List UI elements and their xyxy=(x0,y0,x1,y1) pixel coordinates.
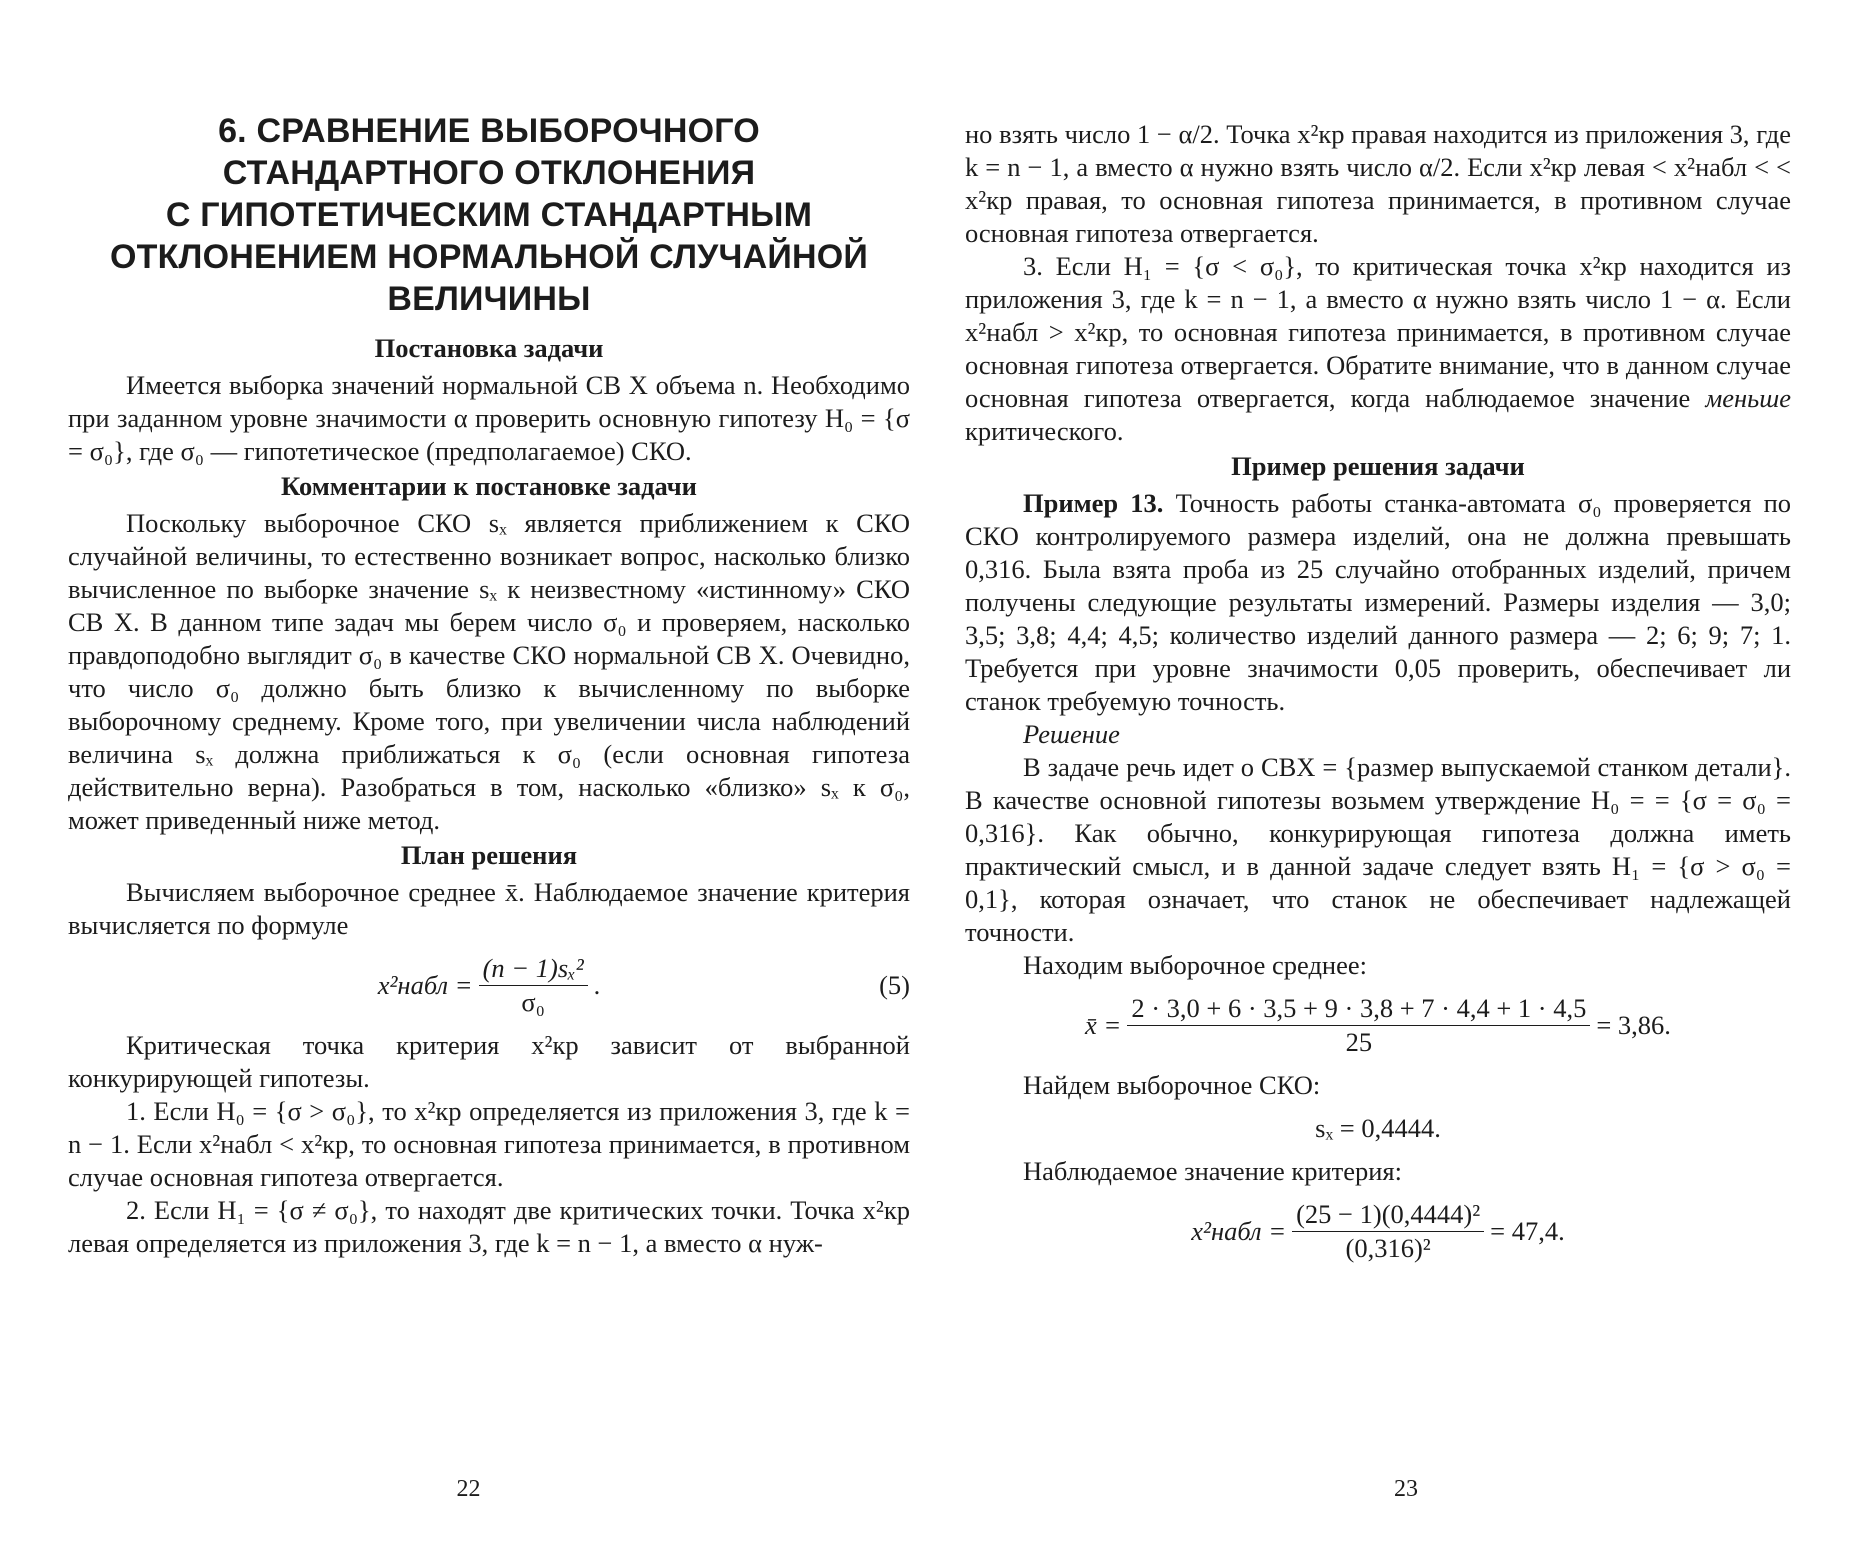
section-heading: Пример решения задачи xyxy=(1231,451,1525,481)
paragraph: но взять число 1 − α/2. Точка x²кр правая находится из приложения 3, где k = n − 1, а вместо α нужно взять число α/2. Если x²кр левая < x²набл < < x²кр правая, то основная гипотеза принимается, в противном случае основная гипотеза отвергается. xyxy=(965,119,1791,248)
paragraph: Поскольку выборочное СКО sₓ является приближением к СКО случайной величины, то естественно возникает вопрос, насколько близко вычисленное по выборке значение sₓ к неизвестному «истинному» СКО СВ X. В данном типе задач мы берем число σ₀ и проверяем, насколько правдоподобно выглядит σ₀ в качестве СКО нормальной СВ X. Очевидно, что число σ₀ должно быть близко к вычисленному по выборке выборочному среднему. Кроме того, при увеличении числа наблюдений величина sₓ должна приближаться к σ₀ (если основная гипотеза действительно верна). Разобраться в том, насколько «близко» sₓ к σ₀, может приведенный ниже метод. xyxy=(68,508,910,835)
page-number: 23 xyxy=(1394,1476,1418,1502)
example-paragraph xyxy=(965,487,1791,718)
equation-number: (5) xyxy=(879,970,910,1000)
paragraph: Находим выборочное среднее: xyxy=(1023,950,1367,980)
paragraph-text: 3. Если H₁ = {σ < σ₀}, то критическая точка x²кр находится из приложения 3, где k = n − 1, а вместо α нужно взять число 1 − α. Если x²набл > x²кр, то основная гипотеза принимается, в противном случае основная гипотеза отвергается. Обратите внимание, что в данном случае основная гипотеза отвергается, когда наблюдаемое значение xyxy=(965,251,1791,413)
formula-fraction xyxy=(1127,992,1590,1059)
paragraph: Наблюдаемое значение критерия: xyxy=(1023,1156,1402,1186)
formula-fraction xyxy=(479,952,588,1019)
paragraph: 2. Если H₁ = {σ ≠ σ₀}, то находят две критических точки. Точка x²кр левая определяется из приложения 3, где k = n − 1, а вместо α нуж- xyxy=(68,1195,910,1258)
formula-5 xyxy=(68,952,910,1019)
chapter-title-line: 6. СРАВНЕНИЕ ВЫБОРОЧНОГО xyxy=(218,112,760,150)
paragraph: В задаче речь идет о СВX = {размер выпускаемой станком детали}. В качестве основной гипотезы возьмем утверждение H₀ = = {σ = σ₀ = 0,316}. Как обычно, конкурирующая гипотеза должна иметь практический смысл, и в данной задаче следует взять H₁ = {σ > σ₀ = 0,1}, которая означает, что станок не обеспечивает надлежащей точности. xyxy=(965,752,1791,947)
formula-lhs: x̄ = xyxy=(1085,1010,1122,1040)
formula-criterion xyxy=(965,1198,1791,1265)
right-column xyxy=(965,118,1791,1275)
chapter-title xyxy=(68,110,910,320)
emphasis: меньше xyxy=(1705,383,1791,413)
formula-denominator: σ₀ xyxy=(521,987,545,1017)
formula-sx xyxy=(965,1112,1791,1145)
paragraph: Критическая точка критерия x²кр зависит от выбранной конкурирующей гипотезы. xyxy=(68,1030,910,1093)
section-heading: Комментарии к постановке задачи xyxy=(281,471,697,501)
paragraph: Имеется выборка значений нормальной СВ X объема n. Необходимо при заданном уровне значимости α проверить основную гипотезу H₀ = {σ = σ₀}, где σ₀ — гипотетическое (предполагаемое) СКО. xyxy=(68,370,910,466)
formula-lhs: x²набл = xyxy=(1191,1216,1287,1246)
paragraph: 1. Если H₀ = {σ > σ₀}, то x²кр определяется из приложения 3, где k = n − 1. Если x²набл < x²кр, то основная гипотеза принимается, в противном случае основная гипотеза отвергается. xyxy=(68,1096,910,1192)
page-number: 22 xyxy=(456,1476,481,1502)
section-heading: План решения xyxy=(400,840,578,870)
formula-denominator: (0,316)² xyxy=(1345,1233,1431,1263)
formula-numerator: (n − 1)sₓ² xyxy=(479,952,588,986)
formula-rhs: = 3,86. xyxy=(1596,1010,1671,1040)
paragraph: Вычисляем выборочное среднее x̄. Наблюдаемое значение критерия вычисляется по формуле xyxy=(68,877,910,940)
formula-mean xyxy=(965,992,1791,1059)
chapter-title-line: ОТКЛОНЕНИЕМ НОРМАЛЬНОЙ СЛУЧАЙНОЙ xyxy=(109,238,869,276)
paragraph-text: критического. xyxy=(965,416,1124,446)
formula-numerator: 2 · 3,0 + 6 · 3,5 + 9 · 3,8 + 7 · 4,4 + 1 · 4,5 xyxy=(1127,992,1590,1026)
formula-dot: . xyxy=(593,970,601,1000)
right-page xyxy=(937,0,1875,1547)
formula-lhs: x²набл = xyxy=(377,970,473,1000)
paragraph: Найдем выборочное СКО: xyxy=(1023,1070,1321,1100)
formula-rhs: = 47,4. xyxy=(1490,1216,1565,1246)
example-text: Точность работы станка-автомата σ₀ проверяется по СКО контролируемого размера изделий, она не должна превышать 0,316. Была взята проба из 25 случайно отобранных изделий, причем получены следующие результаты измерений. Размеры изделия — 3,0; 3,5; 3,8; 4,4; 4,5; количество изделий данного размера — 2; 6; 9; 7; 1. Требуется при уровне значимости 0,05 проверить, обеспечивает ли станок требуемую точность. xyxy=(965,488,1792,716)
section-heading: Постановка задачи xyxy=(374,333,604,363)
formula-denominator: 25 xyxy=(1345,1027,1373,1057)
chapter-title-line: ВЕЛИЧИНЫ xyxy=(387,280,591,318)
paragraph xyxy=(965,250,1791,448)
solution-label: Решение xyxy=(1023,719,1120,749)
chapter-title-line: С ГИПОТЕТИЧЕСКИМ СТАНДАРТНЫМ xyxy=(165,196,813,234)
left-page xyxy=(0,0,937,1547)
chapter-title-line: СТАНДАРТНОГО ОТКЛОНЕНИЯ xyxy=(222,154,756,192)
formula-expression: sₓ = 0,4444. xyxy=(1315,1113,1441,1143)
formula-fraction xyxy=(1292,1198,1484,1265)
left-column xyxy=(68,110,910,1260)
formula-numerator: (25 − 1)(0,4444)² xyxy=(1292,1198,1484,1232)
example-label: Пример 13. xyxy=(1023,488,1164,518)
